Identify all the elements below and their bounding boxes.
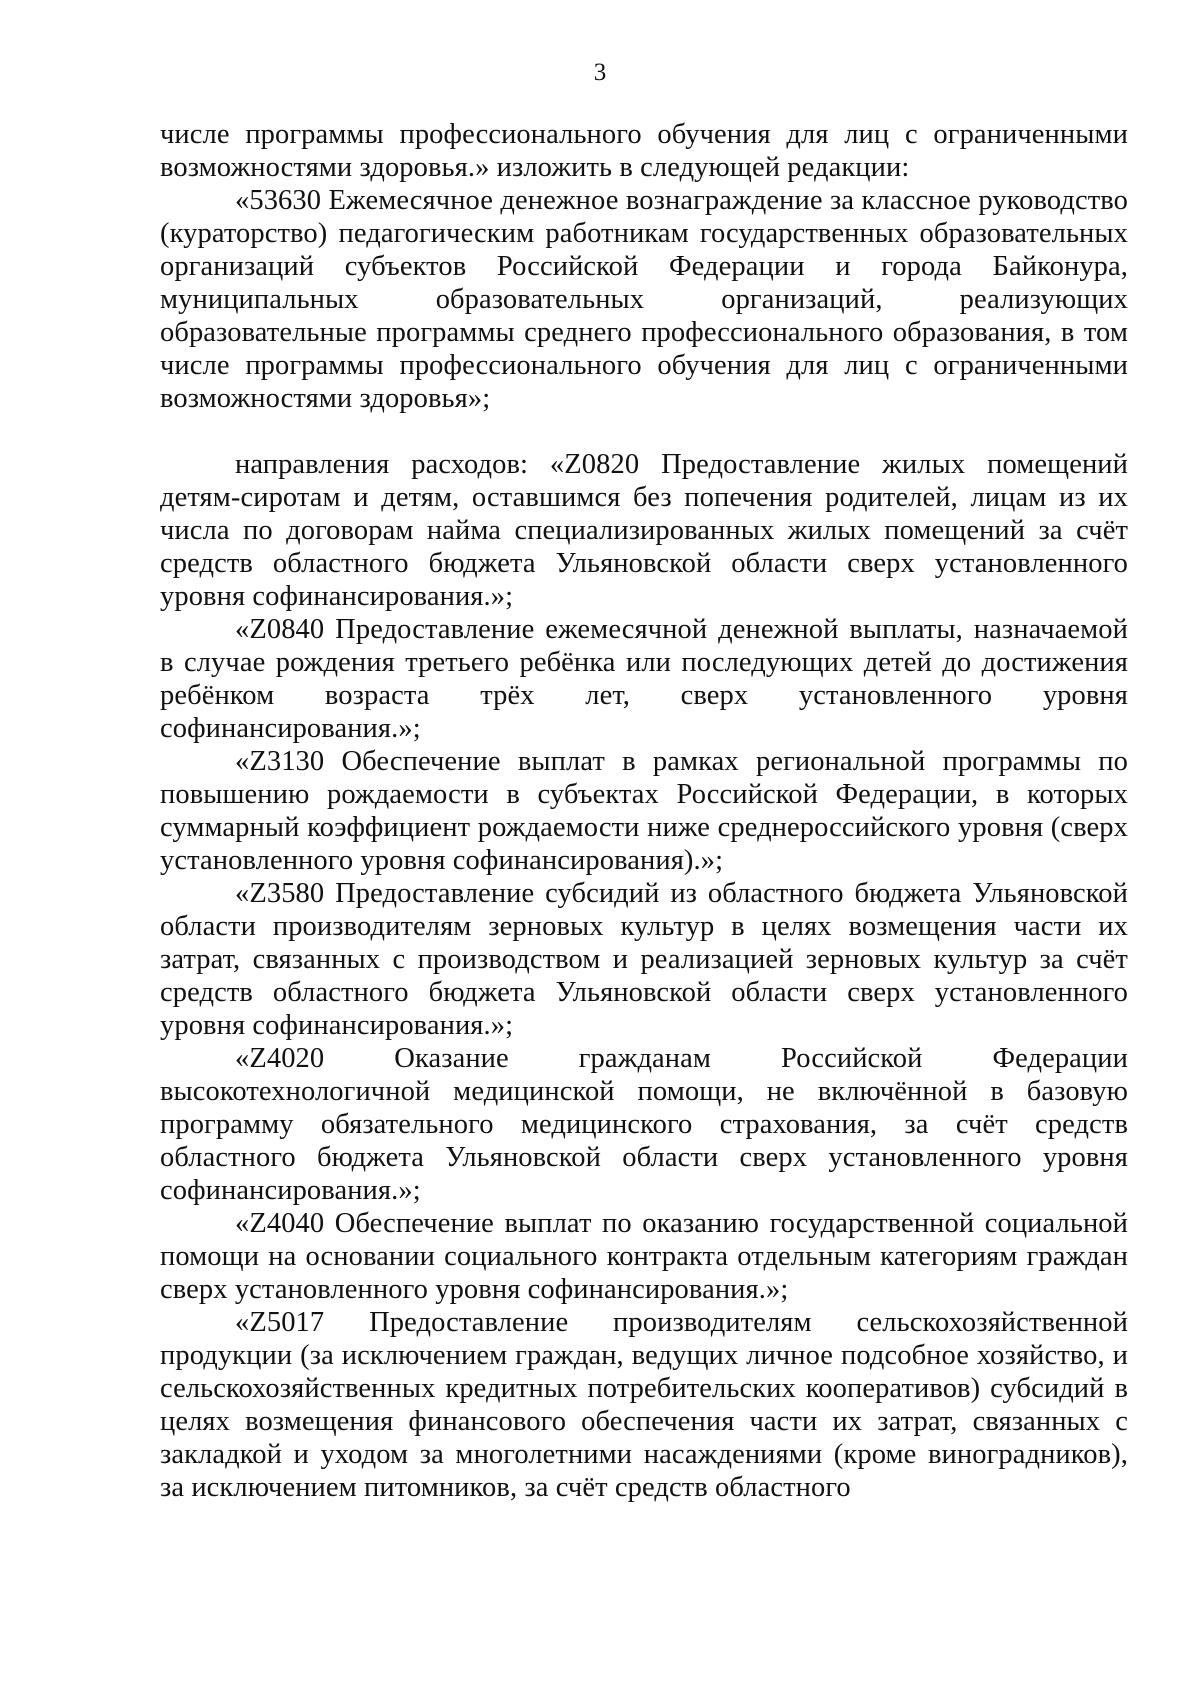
paragraph-expense-directions: направления расходов: «Z0820 Предоставление жилых помещений детям-сиротам и детям, оставшимся без попечения родителей, лицам из их числа по договорам найма специализированных жилых помещений за счёт средств областного бюджета Ульяновской области сверх установленного уровня софинансирования.»; xyxy=(160,449,1128,612)
paragraph-53630: «53630 Ежемесячное денежное вознаграждение за классное руководство (кураторство) педагогическим работникам государственных образовательных организаций субъектов Российской Федерации и города Байконура, муниципальных образовательных организаций, реализующих образовательные программы среднего профессионального образования, в том числе программы профессионального обучения для лиц с ограниченными возможностями здоровья»; xyxy=(160,185,1128,414)
paragraph-z3130: «Z3130 Обеспечение выплат в рамках региональной программы по повышению рождаемости в субъектах Российской Федерации, в которых суммарный коэффициент рождаемости ниже среднероссийского уровня (сверх установленного уровня софинансирования).»; xyxy=(160,746,1128,876)
paragraph-z5017: «Z5017 Предоставление производителям сельскохозяйственной продукции (за исключением граждан, ведущих личное подсобное хозяйство, и сельскохозяйственных кредитных потребительских кооперативов) субсидий в целях возмещения финансового обеспечения части их затрат, связанных с закладкой и уходом за многолетними насаждениями (кроме виноградников), за исключением питомников, за счёт средств областного xyxy=(160,1307,1128,1503)
paragraph-z4020: «Z4020 Оказание гражданам Российской Федерации высокотехнологичной медицинской помощи, не включённой в базовую программу обязательного медицинского страхования, за счёт средств областного бюджета Ульяновской области сверх установленного уровня софинансирования.»; xyxy=(160,1043,1128,1206)
paragraph-continuation: числе программы профессионального обучения для лиц с ограниченными возможностями здоровья.» изложить в следующей редакции: xyxy=(160,119,1128,183)
paragraph-z4040: «Z4040 Обеспечение выплат по оказанию государственной социальной помощи на основании социального контракта отдельным категориям граждан сверх установленного уровня софинансирования.»; xyxy=(160,1208,1128,1305)
document-body xyxy=(160,118,1128,1504)
page-number: 3 xyxy=(593,59,607,86)
paragraph-z3580: «Z3580 Предоставление субсидий из областного бюджета Ульяновской области производителям зерновых культур в целях возмещения части их затрат, связанных с производством и реализацией зерновых культур за счёт средств областного бюджета Ульяновской области сверх установленного уровня софинансирования.»; xyxy=(160,878,1128,1041)
paragraph-z0840: «Z0840 Предоставление ежемесячной денежной выплаты, назначаемой в случае рождения третьего ребёнка или последующих детей до достижения ребёнком возраста трёх лет, сверх установленного уровня софинансирования.»; xyxy=(160,614,1128,744)
